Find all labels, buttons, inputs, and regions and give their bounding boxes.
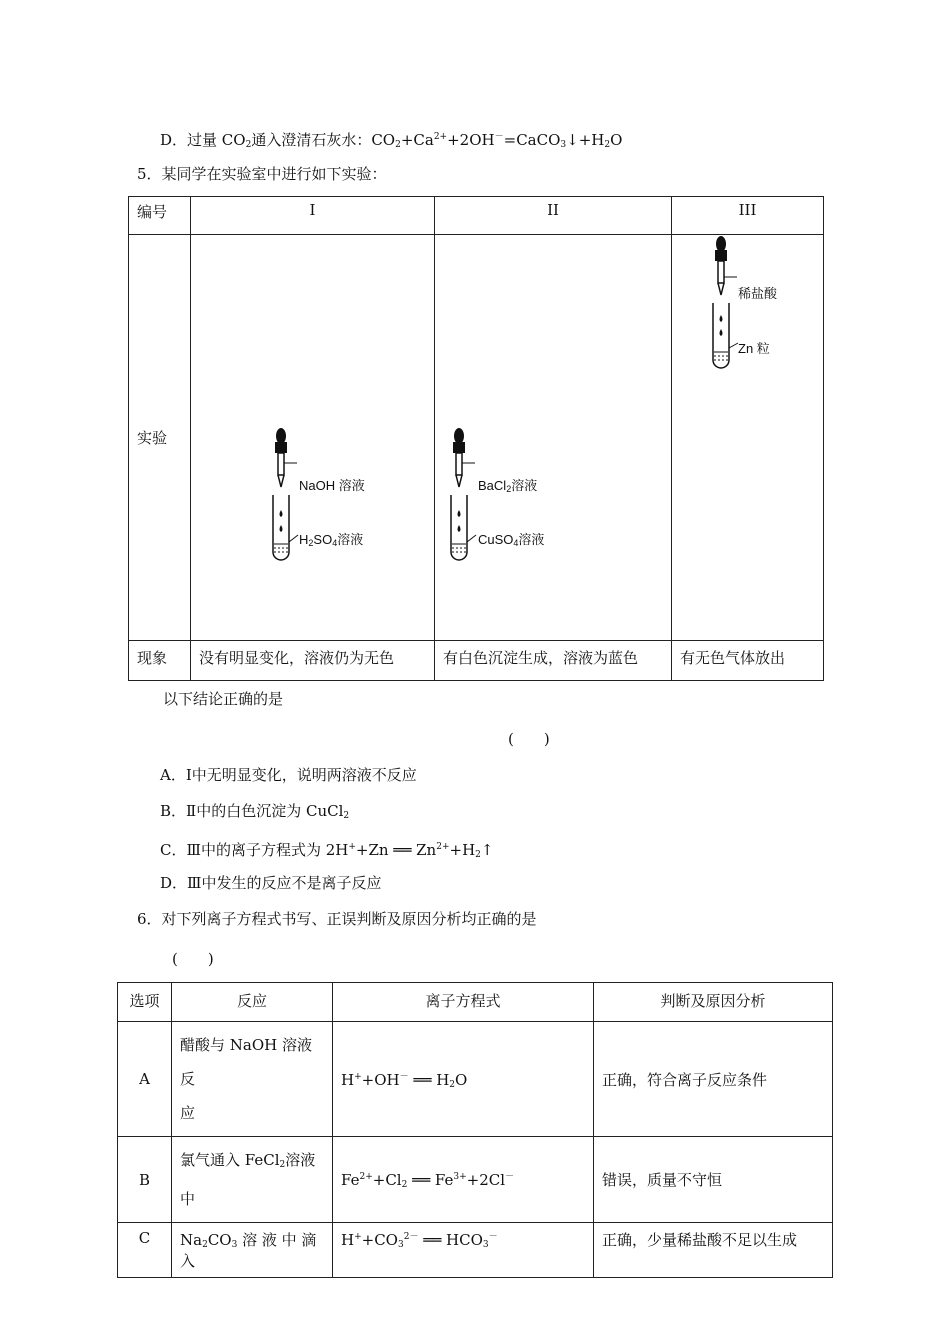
label-cuso4: CuSO$_4$溶液	[478, 532, 545, 548]
q5-observation-iii: 有无色气体放出	[672, 641, 824, 681]
q5-option-a: A．Ⅰ中无明显变化，说明两溶液不反应	[160, 766, 417, 784]
dropper-testtube-diagram-ii	[439, 427, 479, 567]
q5-answer-paren: ( )	[508, 730, 550, 748]
table-row	[118, 1137, 833, 1223]
q5-option-d: D．Ⅲ中发生的反应不是离子反应	[160, 874, 382, 892]
q5-row-label-observation: 现象	[129, 641, 191, 681]
q6-header-equation: 离子方程式	[333, 983, 594, 1022]
label-zn-granule: Zn 粒	[738, 341, 770, 356]
q6-row-a-reaction: 醋酸与 NaOH 溶液反 应	[172, 1022, 333, 1137]
table-row	[118, 1223, 833, 1278]
q5-observation-i: 没有明显变化，溶液仍为无色	[191, 641, 435, 681]
q5-stem: 5．某同学在实验室中进行如下实验：	[137, 165, 387, 183]
q6-answer-paren: ( )	[172, 950, 214, 968]
q6-row-c-equation: $H^++CO_3^{2-}$ ══ $HCO_3^-$	[333, 1223, 594, 1278]
q4-option-d: D．过量 $CO_2$通入澄清石灰水：$CO_2+Ca^{2+}+2OH^-=CaCO_3↓+H_2O$	[160, 131, 623, 150]
q6-stem: 6．对下列离子方程式书写、正误判断及原因分析均正确的是	[137, 910, 537, 928]
q6-row-c-reaction: $Na_2CO_3$ 溶 液 中 滴 入	[172, 1223, 333, 1278]
q5-experiment-i	[191, 235, 435, 641]
q6-row-a-option: A	[118, 1022, 172, 1137]
q5-experiment-iii	[672, 235, 824, 641]
q6-row-b-judgement: 错误，质量不守恒	[594, 1137, 833, 1223]
q5-header-number: 编号	[129, 197, 191, 235]
q5-option-c: C．Ⅲ中的离子方程式为 2H++Zn ══ $Zn^{2+}+H_2↑$	[160, 841, 494, 860]
q5-observation-ii: 有白色沉淀生成，溶液为蓝色	[435, 641, 672, 681]
dropper-testtube-diagram-i	[261, 427, 301, 567]
q5-header-ii: II	[435, 197, 672, 235]
q6-header-judgement: 判断及原因分析	[594, 983, 833, 1022]
q5-header-iii: III	[672, 197, 824, 235]
label-dilute-hcl: 稀盐酸	[738, 286, 778, 301]
q6-answer-table	[117, 982, 833, 1278]
table-row	[118, 1022, 833, 1137]
dropper-testtube-diagram-iii	[701, 235, 741, 375]
q6-row-c-option: C	[118, 1223, 172, 1278]
q6-row-b-option: B	[118, 1137, 172, 1223]
q5-header-i: I	[191, 197, 435, 235]
q5-experiment-table	[128, 196, 824, 681]
label-bacl2: BaCl$_2$溶液	[478, 478, 538, 494]
q5-conclusion: 以下结论正确的是	[163, 690, 284, 708]
q6-row-a-equation: H++OH－ ══ $H_2O$	[333, 1022, 594, 1137]
q5-option-b: B．Ⅱ中的白色沉淀为 CuCl$_2$	[160, 802, 350, 821]
q6-row-c-judgement: 正确，少量稀盐酸不足以生成	[594, 1223, 833, 1278]
q6-row-a-judgement: 正确，符合离子反应条件	[594, 1022, 833, 1137]
q5-experiment-ii	[435, 235, 672, 641]
label-h2so4: $H_2SO_4$溶液	[299, 532, 364, 548]
q6-row-b-equation: $Fe^{2+}+Cl_2$ ══ $Fe^{3+}+2Cl^-$	[333, 1137, 594, 1223]
q5-row-label-experiment: 实验	[129, 235, 191, 641]
q6-row-b-reaction: 氯气通入 FeCl$_2$溶液 中	[172, 1137, 333, 1223]
q6-header-option: 选项	[118, 983, 172, 1022]
label-naoh: NaOH 溶液	[299, 478, 365, 493]
q6-header-reaction: 反应	[172, 983, 333, 1022]
